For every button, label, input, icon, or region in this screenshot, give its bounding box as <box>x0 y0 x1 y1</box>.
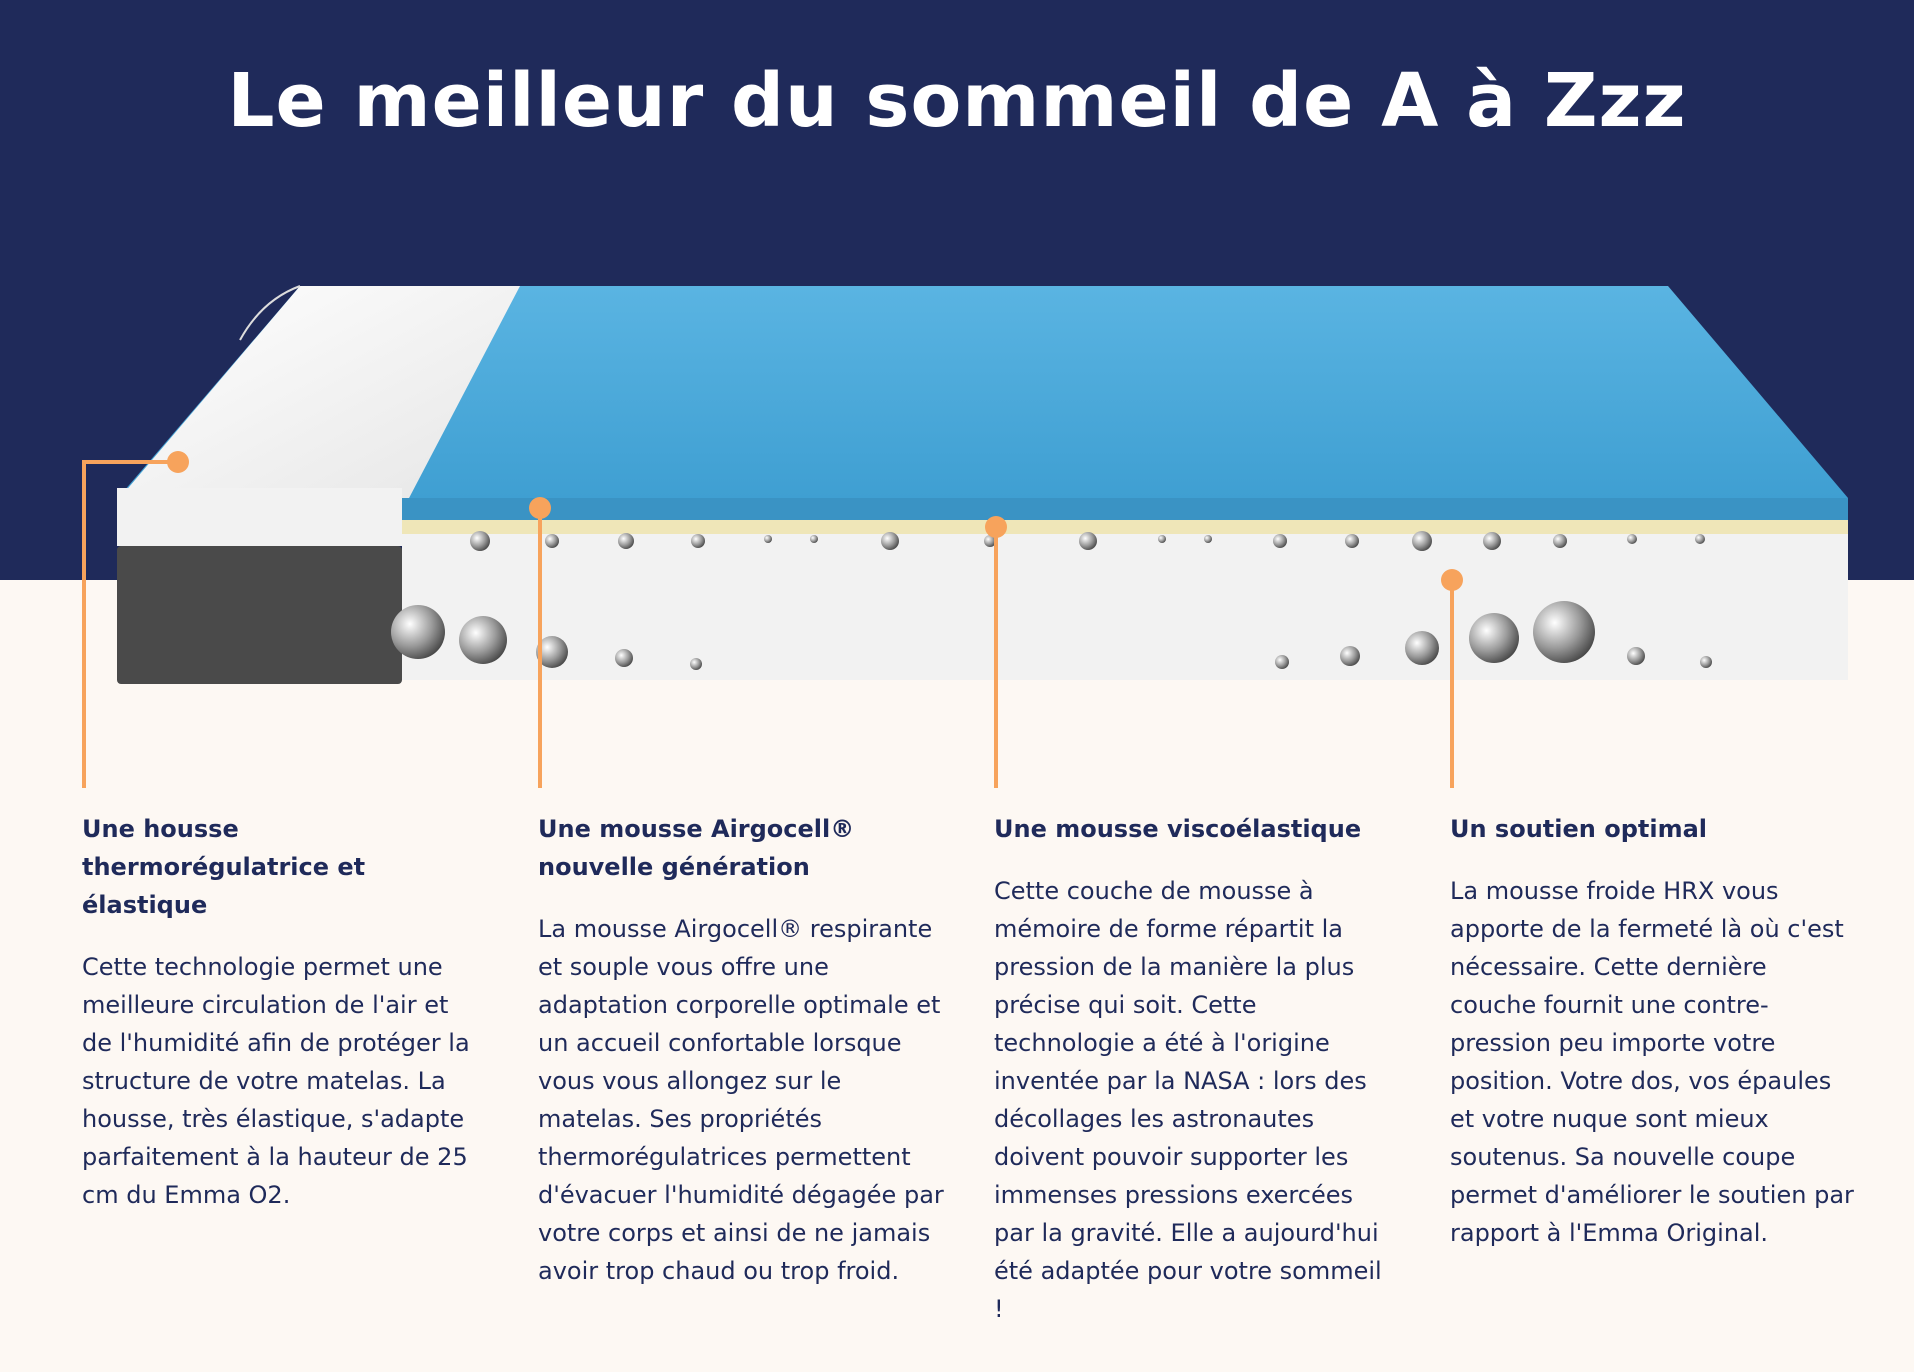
feature-title: Une housse thermorégulatrice et élastique <box>82 815 366 919</box>
page-title: Le meilleur du sommeil de A à Zzz <box>227 58 1687 144</box>
airgocell-layer <box>402 498 1848 520</box>
callout-dot-airgocell <box>529 497 551 519</box>
cover-front-white <box>117 488 402 546</box>
feature-support <box>1450 810 1860 1252</box>
feature-body: Cette technologie permet une meilleure circulation de l'air et de l'humidité afin de protéger la structure de votre matelas. La housse, très élastique, s'adapte parfaitement à la hauteur de 25 cm du Emma O2. <box>82 953 470 1209</box>
feature-body: Cette couche de mousse à mémoire de forme répartit la pression de la manière la plus précise qui soit. Cette technologie a été à l'origine inventée par la NASA : lors des décollages les astronautes doivent pouvoir supporter les immenses pressions exercées par la gravité. Elle a aujourd'hui été adaptée pour votre sommeil ! <box>994 877 1382 1323</box>
feature-title: Un soutien optimal <box>1450 815 1708 843</box>
cover-front-gray <box>117 546 402 684</box>
visco-layer <box>402 520 1848 534</box>
callout-dot-visco <box>985 516 1007 538</box>
callout-dot-support <box>1441 569 1463 591</box>
feature-title: Une mousse viscoélastique <box>994 815 1362 843</box>
feature-airgocell <box>538 810 948 1290</box>
feature-cover <box>82 810 482 1214</box>
callout-dot-cover <box>167 451 189 473</box>
feature-body: La mousse froide HRX vous apporte de la fermeté là où c'est nécessaire. Cette dernière couche fournit une contre-pression peu importe votre position. Votre dos, vos épaules et votre nuque sont mieux soutenus. Sa nouvelle coupe permet d'améliorer le soutien par rapport à l'Emma Original. <box>1450 877 1854 1247</box>
feature-visco <box>994 810 1394 1328</box>
feature-title: Une mousse Airgocell® nouvelle génération <box>538 815 855 881</box>
feature-body: La mousse Airgocell® respirante et souple vous offre une adaptation corporelle optimale et un accueil confortable lorsque vous vous allongez sur le matelas. Ses propriétés thermorégulatrices permettent d'évacuer l'humidité dégagée par votre corps et ainsi de ne jamais avoir trop chaud ou trop froid. <box>538 915 944 1285</box>
